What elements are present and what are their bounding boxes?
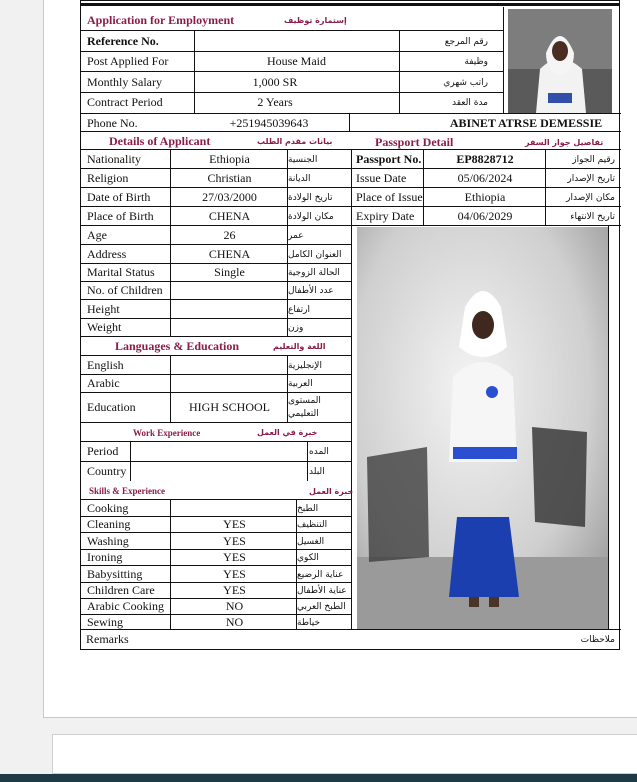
english-label: English <box>87 358 124 372</box>
post-applied-label-ar: وظيفة <box>464 57 488 67</box>
address-value: CHENA <box>208 247 251 261</box>
expiry-date-value: 04/06/2029 <box>457 209 513 223</box>
country-label-ar: البلد <box>309 467 325 477</box>
skills-section-title: Skills & Experience <box>89 486 165 496</box>
skill-sewing-label: Sewing <box>87 615 123 629</box>
passport-section-title-ar: تفاصيل جواز السفر <box>525 138 604 147</box>
skills-section-title-ar: خبرة العمل <box>309 487 354 496</box>
contract-period-label: Contract Period <box>87 95 163 109</box>
religion-value: Christian <box>207 171 252 185</box>
dob-label-ar: تاريخ الولادة <box>288 193 333 203</box>
english-label-ar: الإنجليزية <box>288 361 322 371</box>
height-label-ar: ارتفاع <box>288 305 311 315</box>
marital-status-label-ar: الحالة الزوجية <box>288 268 340 278</box>
place-of-issue-value: Ethiopia <box>464 190 506 204</box>
age-label: Age <box>87 228 107 242</box>
form-top-border <box>80 0 620 6</box>
period-label: Period <box>87 444 119 458</box>
nationality-label-ar: الجنسية <box>288 155 318 165</box>
expiry-date-label: Expiry Date <box>356 209 415 223</box>
skill-cleaning-value: YES <box>223 517 246 531</box>
issue-date-label-ar: تاريخ الإصدار <box>567 174 615 184</box>
place-of-birth-label: Place of Birth <box>87 209 154 223</box>
dob-value: 27/03/2000 <box>202 190 257 204</box>
skill-sewing-label-ar: خياطة <box>297 618 321 628</box>
education-value: HIGH SCHOOL <box>189 400 270 414</box>
skill-babysitting-value: YES <box>223 567 246 581</box>
applicant-photo-small <box>508 9 612 113</box>
full-name: ABINET ATRSE DEMESSIE <box>449 116 603 130</box>
place-of-issue-label-ar: مكان الإصدار <box>566 193 615 203</box>
employment-application-form <box>80 0 620 650</box>
applicant-section-title: Details of Applicant <box>109 134 211 148</box>
languages-section-title: Languages & Education <box>115 339 240 353</box>
skill-arabic-cooking-label-ar: الطبخ العربي <box>297 602 346 612</box>
bottom-panel <box>52 734 637 774</box>
applicant-photo-large <box>357 227 608 629</box>
contract-period-label-ar: مدة العقد <box>452 98 488 108</box>
phone-label: Phone No. <box>87 116 138 130</box>
address-label: Address <box>87 247 127 261</box>
monthly-salary-value: 1,000 SR <box>252 75 298 89</box>
address-label-ar: العنوان الكامل <box>288 250 342 260</box>
place-of-birth-value: CHENA <box>208 209 251 223</box>
form-title-arabic: إستمارة توظيف <box>284 16 347 25</box>
place-of-issue-label: Place of Issue <box>356 190 423 204</box>
post-applied-value: House Maid <box>267 54 326 68</box>
skill-cooking-label-ar: الطبخ <box>297 504 319 514</box>
arabic-label: Arabic <box>87 376 120 390</box>
skill-cooking-label: Cooking <box>87 501 129 515</box>
height-label: Height <box>87 302 120 316</box>
skill-arabic-cooking-label: Arabic Cooking <box>87 599 164 613</box>
passport-no-label: Passport No. <box>356 152 422 166</box>
applicant-section-title-ar: بيانات مقدم الطلب <box>257 137 333 146</box>
expiry-date-label-ar: تاريخ الانتهاء <box>570 212 615 222</box>
marital-status-label: Marital Status <box>87 265 155 279</box>
skill-babysitting-label-ar: عناية الرضيع <box>297 570 344 580</box>
country-label: Country <box>87 464 127 478</box>
arabic-label-ar: العربية <box>288 379 313 389</box>
children-label: No. of Children <box>87 283 163 297</box>
skill-ironing-label-ar: الكوي <box>297 553 319 563</box>
education-label-ar-2: التعليمي <box>288 409 319 419</box>
skill-ironing-label: Ironing <box>87 550 123 564</box>
monthly-salary-label-ar: راتب شهري <box>443 78 488 88</box>
skill-ironing-value: YES <box>223 550 246 564</box>
languages-section-title-ar: اللغة والتعليم <box>273 342 326 351</box>
bottom-status-bar <box>0 774 637 782</box>
period-label-ar: المده <box>309 447 329 457</box>
skill-cleaning-label: Cleaning <box>87 517 131 531</box>
skill-washing-label-ar: الغسيل <box>297 537 325 547</box>
issue-date-label: Issue Date <box>356 171 407 185</box>
phone-value: +251945039643 <box>229 116 309 130</box>
children-label-ar: عدد الأطفال <box>288 286 334 296</box>
reference-no-label-ar: رقم المرجع <box>444 37 488 47</box>
monthly-salary-label: Monthly Salary <box>87 75 162 89</box>
religion-label-ar: الديانة <box>288 174 311 184</box>
post-applied-label: Post Applied For <box>87 54 169 68</box>
passport-section-title: Passport Detail <box>375 135 454 149</box>
passport-no-value: EP8828712 <box>456 152 514 166</box>
remarks-label-ar: ملاحظات <box>580 635 615 645</box>
form-title: Application for Employment <box>87 13 235 27</box>
age-label-ar: عمر <box>288 231 304 241</box>
skill-washing-value: YES <box>223 534 246 548</box>
work-section-title: Work Experience <box>133 428 201 438</box>
dob-label: Date of Birth <box>87 190 151 204</box>
marital-status-value: Single <box>214 265 245 279</box>
education-label-ar-1: المستوى <box>288 396 321 406</box>
skill-washing-label: Washing <box>87 534 129 548</box>
skill-children-care-label-ar: عناية الأطفال <box>297 586 347 596</box>
passport-no-label-ar: رقيم الجواز <box>572 155 615 165</box>
reference-no-label: Reference No. <box>87 34 159 48</box>
religion-label: Religion <box>87 171 129 185</box>
nationality-label: Nationality <box>87 152 141 166</box>
weight-label-ar: وزن <box>288 323 304 333</box>
weight-label: Weight <box>87 320 122 334</box>
place-of-birth-label-ar: مكان الولادة <box>288 212 334 222</box>
age-value: 26 <box>223 228 236 242</box>
education-label: Education <box>87 400 136 414</box>
skill-children-care-value: YES <box>223 583 246 597</box>
remarks-label: Remarks <box>86 632 129 646</box>
skill-arabic-cooking-value: NO <box>225 599 244 613</box>
contract-period-value: 2 Years <box>257 95 293 109</box>
work-section-title-ar: خبرة في العمل <box>257 428 318 437</box>
nationality-value: Ethiopia <box>209 152 250 166</box>
issue-date-value: 05/06/2024 <box>457 171 513 185</box>
skill-cleaning-label-ar: التنظيف <box>297 520 328 530</box>
skill-children-care-label: Children Care <box>87 583 155 597</box>
skill-babysitting-label: Babysitting <box>87 567 143 581</box>
skill-sewing-value: NO <box>225 615 244 629</box>
